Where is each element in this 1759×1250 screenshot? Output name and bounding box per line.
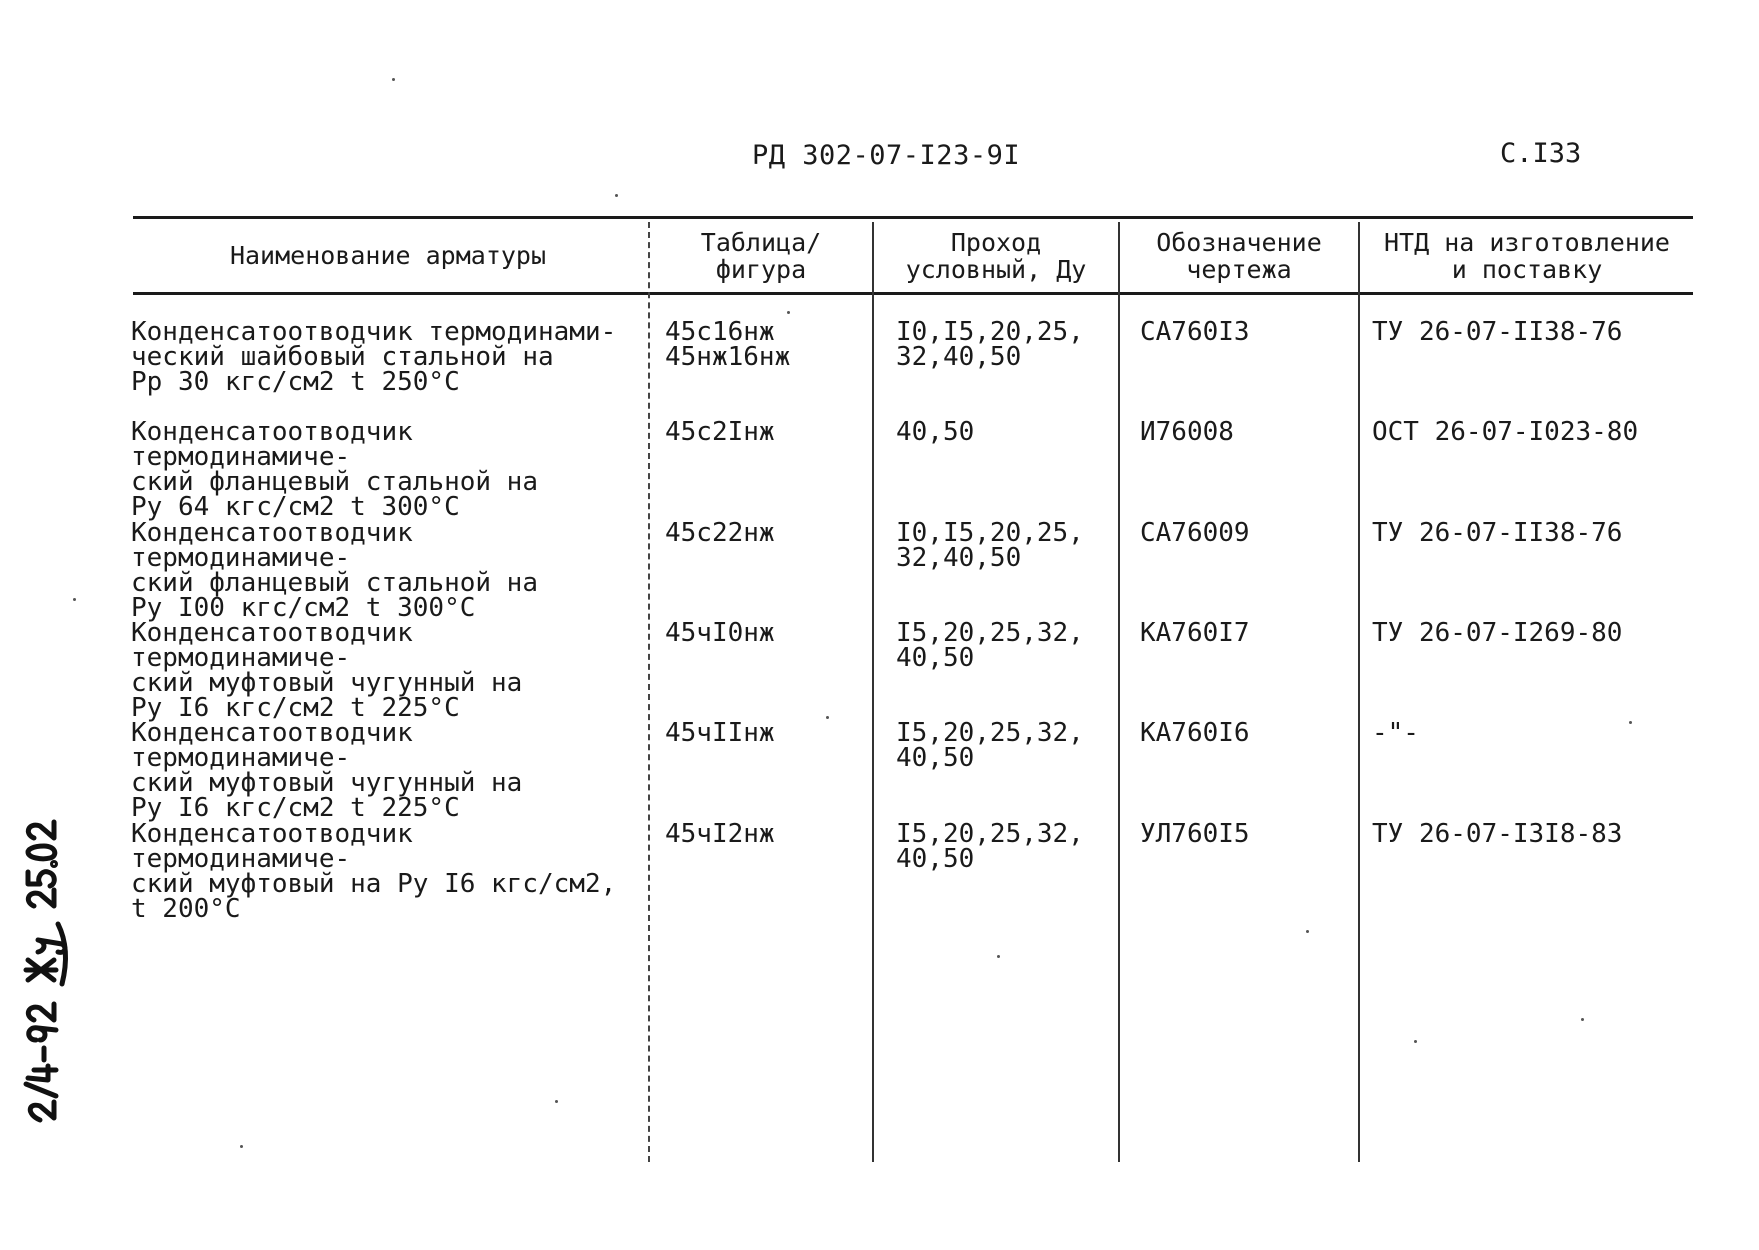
table-cell-ntd: ТУ 26-07-II38-76 [1372, 518, 1623, 548]
scan-speck [826, 716, 829, 719]
table-cell-figure: 45с16нж 45нж16нж [665, 317, 791, 372]
column-divider-2 [872, 222, 874, 1162]
table-cell-drawing: КА760I7 [1140, 618, 1250, 648]
table-cell-figure: 45чI0нж [665, 618, 775, 648]
scan-speck [1581, 1018, 1584, 1021]
table-cell-figure: 45с2Iнж [665, 417, 775, 447]
table-cell-name: Конденсатоотводчик термодинамиче- ский муфтовый чугунный на Ру I6 кгс/см2 t 225°С [131, 718, 523, 823]
table-cell-du: 40,50 [896, 417, 975, 447]
table-cell-name: Конденсатоотводчик термодинамиче- ский муфтовый на Ру I6 кгс/см2, t 200°С [131, 819, 617, 924]
scan-speck [1414, 1040, 1417, 1043]
table-cell-figure: 45чIIнж [665, 718, 775, 748]
table-cell-figure: 45чI2нж [665, 819, 775, 849]
page-number: С.I33 [1500, 138, 1582, 169]
table-cell-du: I0,I5,20,25, 32,40,50 [896, 518, 1084, 573]
handwritten-margin-note [0, 700, 80, 1130]
column-divider-1 [648, 222, 650, 1162]
table-cell-du: I0,I5,20,25, 32,40,50 [896, 317, 1084, 372]
scan-speck [555, 1100, 558, 1103]
scan-speck [997, 955, 1000, 958]
column-header-du: Проход условный, Ду [905, 228, 1087, 284]
table-cell-du: I5,20,25,32, 40,50 [896, 819, 1084, 874]
table-cell-drawing: КА760I6 [1140, 718, 1250, 748]
table-cell-du: I5,20,25,32, 40,50 [896, 718, 1084, 773]
table-cell-drawing: УЛ760I5 [1140, 819, 1250, 849]
table-cell-drawing: СА760I3 [1140, 317, 1250, 347]
document-code: РД 302-07-I23-9I [752, 140, 1021, 171]
table-cell-ntd: ТУ 26-07-II38-76 [1372, 317, 1623, 347]
scan-speck [615, 194, 618, 197]
table-cell-ntd: ТУ 26-07-I3I8-83 [1372, 819, 1623, 849]
column-header-figure: Таблица/ фигура [700, 228, 822, 284]
table-cell-figure: 45с22нж [665, 518, 775, 548]
scan-speck [787, 311, 790, 314]
table-cell-ntd: ТУ 26-07-I269-80 [1372, 618, 1623, 648]
scan-speck [392, 78, 395, 81]
column-header-ntd: НТД на изготовление и поставку [1384, 228, 1670, 284]
table-cell-drawing: И76008 [1140, 417, 1234, 447]
table-cell-name: Конденсатоотводчик термодинамиче- ский фланцевый стальной на Ру I00 кгс/см2 t 300°С [131, 518, 538, 623]
column-header-name: Наименование арматуры [229, 241, 547, 270]
scan-speck [240, 1145, 243, 1148]
table-cell-drawing: СА76009 [1140, 518, 1250, 548]
table-cell-name: Конденсатоотводчик термодинамиче- ский муфтовый чугунный на Ру I6 кгс/см2 t 225°С [131, 618, 523, 723]
table-cell-ntd: ОСТ 26-07-I023-80 [1372, 417, 1639, 447]
column-header-drawing: Обозначение чертежа [1156, 228, 1322, 284]
table-cell-du: I5,20,25,32, 40,50 [896, 618, 1084, 673]
table-cell-name: Конденсатоотводчик термодинами- ческий шайбовый стальной на Рр 30 кгс/см2 t 250°С [131, 317, 617, 397]
table-top-rule [133, 216, 1693, 219]
table-cell-name: Конденсатоотводчик термодинамиче- ский фланцевый стальной на Ру 64 кгс/см2 t 300°С [131, 417, 538, 522]
header-bottom-rule [133, 292, 1693, 295]
scan-speck [73, 598, 76, 601]
column-divider-3 [1118, 222, 1120, 1162]
table-cell-ntd: -"- [1372, 718, 1419, 748]
scan-speck [1629, 721, 1632, 724]
scan-speck [1306, 930, 1309, 933]
column-divider-4 [1358, 222, 1360, 1162]
